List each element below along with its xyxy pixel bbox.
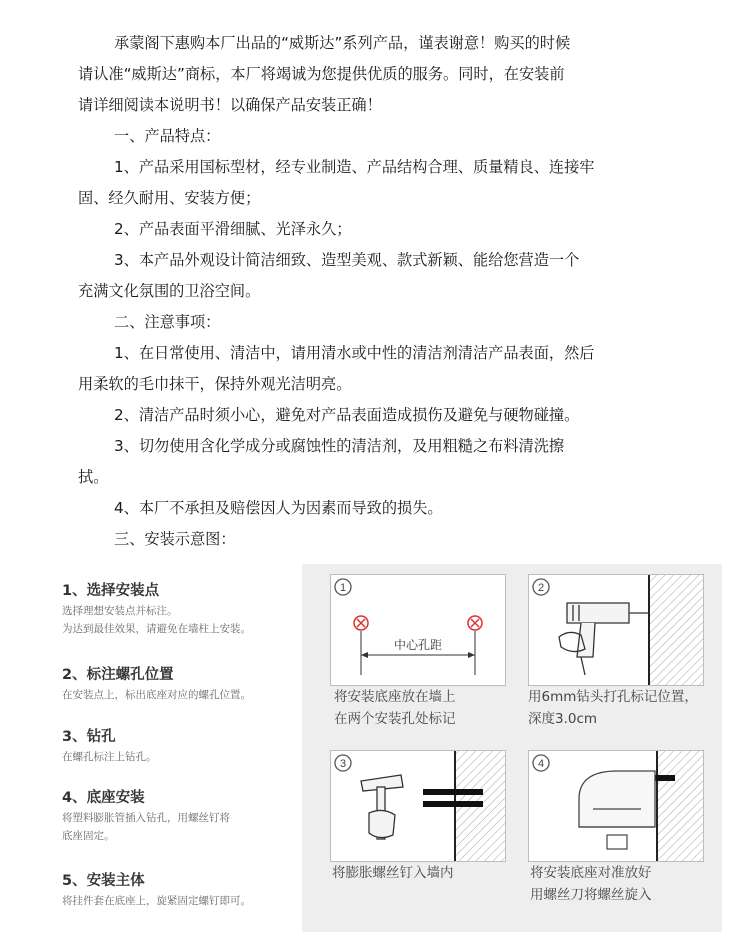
intro-line: 4、本厂不承担及赔偿因人为因素而导致的损失。: [114, 499, 443, 517]
caption-line: 将安装底座对准放好: [530, 865, 652, 881]
diagram-1-caption: [334, 686, 456, 730]
step-desc: 选择理想安装点并标注。: [62, 605, 178, 617]
step-number: 3: [339, 758, 347, 770]
paper-holder-icon: [579, 771, 655, 827]
caption-line: 将安装底座放在墙上: [334, 689, 456, 705]
dimension-label: 中心孔距: [393, 638, 443, 652]
caption-line: 将膨胀螺丝钉入墙内: [332, 865, 454, 881]
intro-line: 请详细阅读本说明书！以确保产品安装正确！: [78, 96, 382, 114]
step-desc: 将挂件套在底座上，旋紧固定螺钉即可。: [62, 895, 251, 907]
intro-line: 1、产品采用国标型材，经专业制造、产品结构合理、质量精良、连接牢: [114, 158, 595, 176]
section-heading-notes: 二、注意事项：: [114, 313, 221, 331]
step-title: 4、底座安装: [62, 790, 145, 806]
intro-line: 请认准“威斯达”商标，本厂将竭诚为您提供优质的服务。同时，在安装前: [78, 65, 565, 83]
install-step-4: [62, 787, 302, 845]
diagram-2-illustration: [529, 575, 703, 685]
intro-line: 用柔软的毛巾抹干，保持外观光洁明亮。: [78, 375, 352, 393]
step-desc: 为达到最佳效果，请避免在墙柱上安装。: [62, 623, 251, 635]
install-step-3: [62, 726, 302, 766]
intro-text: [78, 28, 668, 555]
installation-section: [0, 560, 750, 943]
section-heading-features: 一、产品特点：: [114, 127, 221, 145]
install-step-5: [62, 870, 302, 910]
intro-line: 承蒙阁下惠购本厂出品的“威斯达”系列产品，谨表谢意！购买的时候: [114, 34, 571, 52]
step-number: 4: [537, 758, 545, 770]
step-title: 1、选择安装点: [62, 583, 160, 599]
step-title: 5、安装主体: [62, 873, 145, 889]
install-step-1: [62, 580, 302, 638]
wall-hatch: [649, 575, 703, 685]
diagram-2-caption: [528, 686, 698, 730]
diagram-4-illustration: [529, 751, 703, 861]
intro-line: 固、经久耐用、安装方便；: [78, 189, 261, 207]
diagram-3-card: [330, 750, 506, 862]
diagram-3-illustration: [331, 751, 505, 861]
caption-line: 在两个安装孔处标记: [334, 711, 456, 727]
caption-line: 用6mm钻头打孔标记位置，: [528, 689, 698, 705]
diagram-1-card: [330, 574, 506, 686]
step-number: 1: [339, 582, 347, 594]
diagram-4-card: [528, 750, 704, 862]
step-number: 2: [537, 582, 545, 594]
intro-line: 2、产品表面平滑细腻、光泽永久；: [114, 220, 352, 238]
intro-line: 拭。: [78, 468, 109, 486]
step-desc: 底座固定。: [62, 830, 115, 842]
arrow-right-icon: [468, 652, 475, 658]
step-title: 3、钻孔: [62, 729, 116, 745]
section-heading-diagram: 三、安装示意图：: [114, 530, 236, 548]
screw-hole-icon: [607, 835, 627, 849]
expansion-bolt: [423, 801, 483, 807]
cross-mark-icon: [354, 616, 368, 630]
step-desc: 将塑料膨胀管插入钻孔，用螺丝钉将: [62, 812, 230, 824]
diagram-2-card: [528, 574, 704, 686]
caption-line: 用螺丝刀将螺丝旋入: [530, 887, 652, 903]
install-step-2: [62, 664, 302, 704]
intro-line: 3、切勿使用含化学成分或腐蚀性的清洁剂，及用粗糙之布料清洗擦: [114, 437, 565, 455]
wall-hatch: [657, 751, 703, 861]
step-desc: 在安装点上，标出底座对应的螺孔位置。: [62, 689, 251, 701]
drill-icon: [559, 603, 649, 675]
diagram-3-caption: [332, 862, 454, 884]
intro-line: 2、清洁产品时须小心，避免对产品表面造成损伤及避免与硬物碰撞。: [114, 406, 580, 424]
cross-mark-icon: [468, 616, 482, 630]
intro-line: 1、在日常使用、清洁中，请用清水或中性的清洁剂清洁产品表面，然后: [114, 344, 595, 362]
hammer-icon: [361, 775, 403, 839]
intro-line: 充满文化氛围的卫浴空间。: [78, 282, 261, 300]
caption-line: 深度3.0cm: [528, 711, 598, 727]
arrow-left-icon: [361, 652, 368, 658]
diagram-panel: [302, 564, 722, 932]
intro-line: 3、本产品外观设计简洁细致、造型美观、款式新颖、能给您营造一个: [114, 251, 580, 269]
diagram-1-illustration: [331, 575, 505, 685]
step-desc: 在螺孔标注上钻孔。: [62, 751, 157, 763]
step-title: 2、标注螺孔位置: [62, 667, 174, 683]
expansion-bolt: [423, 789, 483, 795]
diagram-4-caption: [530, 862, 652, 906]
